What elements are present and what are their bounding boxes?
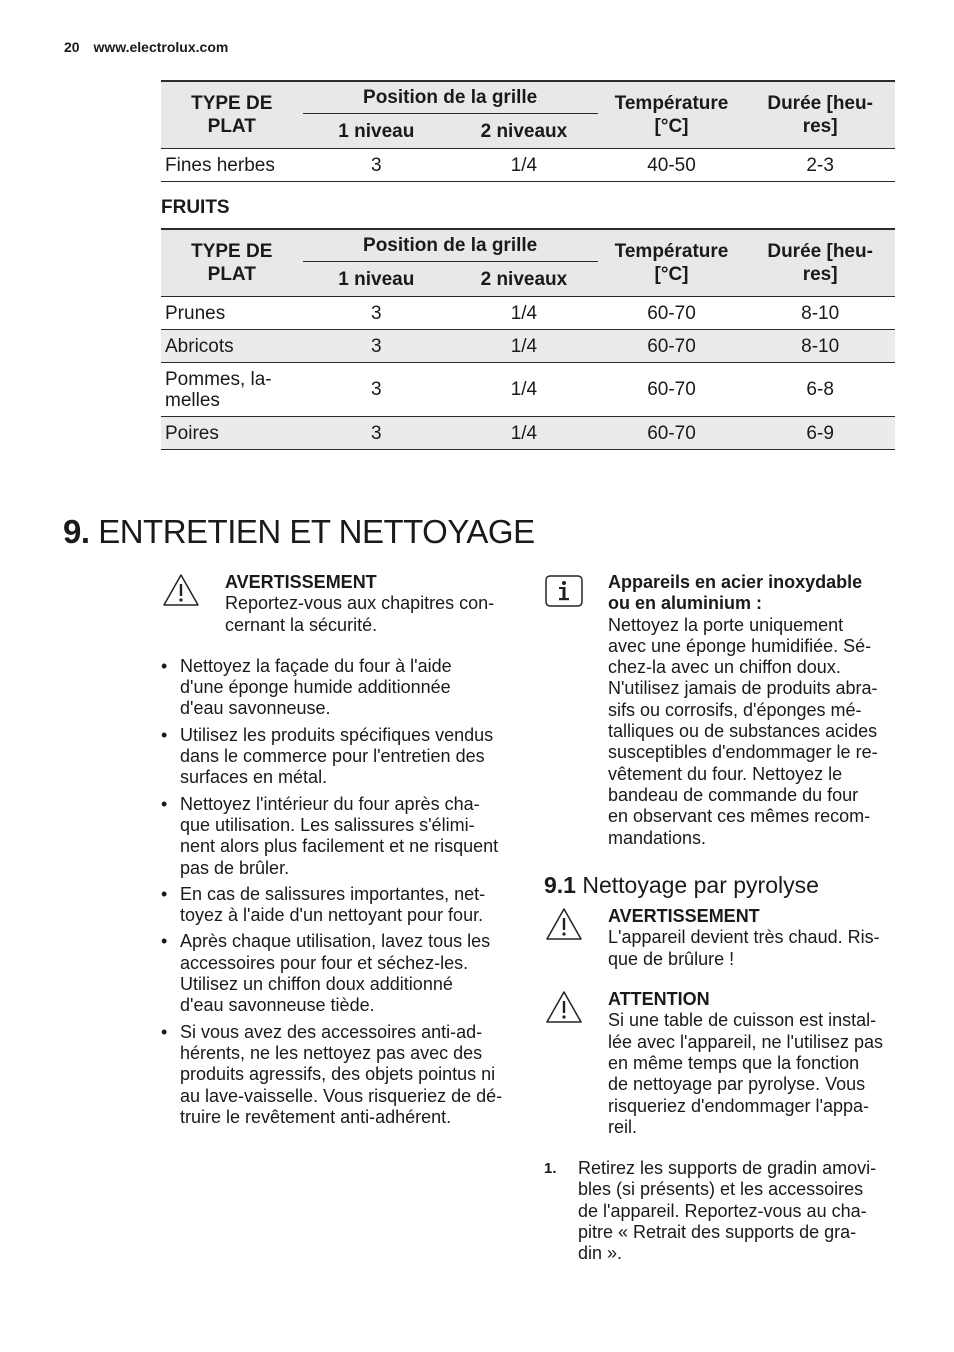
text-line: toyez à l'aide d'un nettoyant pour four. — [180, 905, 484, 926]
text-line: En cas de salissures importantes, net- — [180, 883, 486, 904]
cell-temperature: 60-70 — [647, 379, 696, 400]
section-heading — [63, 513, 535, 551]
text-line: Utilisez un chiffon doux additionné — [180, 974, 453, 995]
text-line: Nettoyez l'intérieur du four après cha- — [180, 793, 480, 814]
cell-level1: 3 — [371, 422, 382, 444]
herbs-table — [161, 80, 895, 182]
text-line: Si une table de cuisson est instal- — [608, 1010, 877, 1031]
subsection-title: Nettoyage par pyrolyse — [582, 871, 819, 898]
text-line: Pommes, la- — [165, 368, 272, 390]
text-line: d'eau savonneuse. — [180, 698, 331, 719]
text-line: que utilisation. Les salissures s'élimi- — [180, 814, 475, 835]
page-number: 20 — [64, 39, 80, 55]
text-line: d'eau savonneuse tiède. — [180, 995, 375, 1016]
warning-triangle-icon — [161, 572, 201, 613]
col-level1-header: 1 niveau — [303, 262, 451, 297]
list-item — [161, 884, 521, 927]
cell-temperature: 60-70 — [647, 335, 696, 357]
cell-duration: 8-10 — [801, 335, 840, 357]
cell-temperature: 60-70 — [647, 422, 696, 444]
text-line: mandations. — [608, 827, 707, 848]
cell-level2: 1/4 — [510, 302, 538, 324]
text-line: Nettoyez la porte uniquement — [608, 614, 844, 635]
col-level2-header: 2 niveaux — [450, 262, 598, 297]
section-number: 9. — [63, 513, 90, 550]
text-line: L'appareil devient très chaud. Ris- — [608, 927, 880, 948]
text-line: talliques ou de substances acides — [608, 721, 878, 742]
text-line: Poires — [165, 422, 219, 444]
text-line: accessoires pour four et séchez-les. — [180, 952, 469, 973]
text-line: au lave-vaisselle. Vous risqueriez de dé- — [180, 1085, 503, 1106]
cell-duration: 8-10 — [801, 302, 840, 324]
cell-type — [161, 363, 303, 417]
text-line: dans le commerce pour l'entretien des — [180, 746, 485, 767]
cell-type — [161, 330, 303, 363]
text-line: Si vous avez des accessoires anti-ad- — [180, 1021, 483, 1042]
subsection-heading — [544, 871, 904, 898]
col-position-header: Position de la grille — [303, 229, 598, 262]
step-item — [544, 1158, 904, 1264]
cell-duration: 6-9 — [806, 422, 834, 444]
text-line: lée avec l'appareil, ne l'utilisez pas — [608, 1031, 884, 1052]
cell-duration: 6-8 — [806, 379, 834, 400]
list-item — [161, 1022, 521, 1128]
table-row — [161, 297, 895, 330]
fruits-label: FRUITS — [161, 197, 230, 218]
fruits-table — [161, 228, 895, 450]
right-column — [544, 572, 904, 1265]
col-duration-header: Durée [heu- res] — [745, 229, 895, 297]
step-number: 1. — [544, 1160, 557, 1178]
cell-level2: 1/4 — [510, 335, 538, 357]
warning-title: AVERTISSEMENT — [225, 572, 377, 592]
cell-level1: 3 — [371, 302, 382, 324]
table-row — [161, 149, 895, 182]
text-line: N'utilisez jamais de produits abra- — [608, 678, 878, 699]
left-column — [161, 572, 521, 1133]
text-line: Abricots — [165, 335, 234, 357]
text-line: de l'appareil. Reportez-vous au cha- — [578, 1200, 867, 1221]
col-level1-header: 1 niveau — [303, 114, 451, 149]
cell-level1: 3 — [371, 154, 382, 176]
subsection-number: 9.1 — [544, 871, 576, 898]
text-line: chez-la avec un chiffon doux. — [608, 657, 841, 678]
col-temperature-header: Température [°C] — [598, 81, 746, 149]
text-line: ou en aluminium : — [608, 593, 763, 614]
text-line: que de brûlure ! — [608, 948, 735, 969]
text-line: sifs ou corrosifs, d'éponges mé- — [608, 699, 862, 720]
warning-note-pyrolysis — [544, 906, 904, 970]
warning-triangle-icon — [544, 906, 584, 947]
table-row — [161, 417, 895, 450]
text-line: Fines herbes — [165, 154, 275, 176]
warning-triangle-icon — [544, 989, 584, 1030]
col-type-header: TYPE DE PLAT — [161, 81, 303, 149]
text-line: d'une éponge humide additionnée — [180, 677, 451, 698]
list-item — [161, 794, 521, 879]
cell-type — [161, 297, 303, 330]
warning-title: AVERTISSEMENT — [608, 906, 760, 927]
text-line: de nettoyage par pyrolyse. Vous — [608, 1074, 866, 1095]
attention-title: ATTENTION — [608, 989, 710, 1010]
text-line: avec une éponge humidifiée. Sé- — [608, 635, 872, 656]
info-icon — [544, 572, 584, 613]
text-line: Appareils en acier inoxydable — [608, 572, 863, 592]
col-type-header: TYPE DE PLAT — [161, 229, 303, 297]
section-title: ENTRETIEN ET NETTOYAGE — [98, 513, 535, 550]
cleaning-bullet-list — [161, 656, 521, 1128]
text-line: Retirez les supports de gradin amovi- — [578, 1158, 877, 1179]
text-line: bles (si présents) et les accessoires — [578, 1179, 864, 1200]
text-line: surfaces en métal. — [180, 767, 328, 788]
info-title — [608, 572, 904, 615]
text-line: vêtement du four. Nettoyez le — [608, 763, 843, 784]
table-row — [161, 363, 895, 417]
info-note — [544, 572, 904, 849]
text-line: truire le revêtement anti-adhérent. — [180, 1106, 452, 1127]
text-line: en observant ces mêmes recom- — [608, 806, 871, 827]
cell-temperature: 40-50 — [647, 154, 696, 176]
table-row — [161, 330, 895, 363]
text-line: pitre « Retrait des supports de gra- — [578, 1222, 857, 1243]
text-line: Nettoyez la façade du four à l'aide — [180, 655, 452, 676]
cell-type — [161, 417, 303, 450]
cell-level1: 3 — [371, 379, 382, 400]
text-line: bandeau de commande du four — [608, 784, 859, 805]
text-line: en même temps que la fonction — [608, 1052, 860, 1073]
text-line: nent alors plus facilement et ne risquent — [180, 836, 499, 857]
col-temperature-header: Température [°C] — [598, 229, 746, 297]
cell-level2: 1/4 — [510, 154, 538, 176]
col-duration-header: Durée [heu- res] — [745, 81, 895, 149]
warning-note — [161, 572, 521, 636]
cell-level2: 1/4 — [510, 379, 538, 400]
text-line: Utilisez les produits spécifiques vendus — [180, 724, 494, 745]
list-item — [161, 725, 521, 789]
text-line: Prunes — [165, 302, 226, 324]
cell-duration: 2-3 — [806, 154, 834, 176]
text-line: produits agressifs, des objets pointus ni — [180, 1064, 496, 1085]
site-url: www.electrolux.com — [93, 39, 229, 55]
col-level2-header: 2 niveaux — [450, 114, 598, 149]
text-line: reil. — [608, 1116, 638, 1137]
col-position-header: Position de la grille — [303, 81, 598, 114]
text-line: Après chaque utilisation, lavez tous les — [180, 931, 491, 952]
text-line: risqueriez d'endommager l'appa- — [608, 1095, 870, 1116]
list-item — [161, 931, 521, 1016]
cell-level1: 3 — [371, 335, 382, 357]
text-line: susceptibles d'endommager le re- — [608, 742, 878, 763]
text-line: melles — [165, 389, 220, 411]
text-line: din ». — [578, 1243, 623, 1264]
cell-type — [161, 149, 303, 182]
page-header — [64, 39, 228, 55]
cell-level2: 1/4 — [510, 422, 538, 444]
text-line: Reportez-vous aux chapitres con- — [225, 593, 495, 614]
text-line: pas de brûler. — [180, 857, 290, 878]
list-item — [161, 656, 521, 720]
cell-temperature: 60-70 — [647, 302, 696, 324]
text-line: cernant la sécurité. — [225, 614, 378, 635]
attention-note — [544, 989, 904, 1138]
text-line: hérents, ne les nettoyez pas avec des — [180, 1042, 483, 1063]
